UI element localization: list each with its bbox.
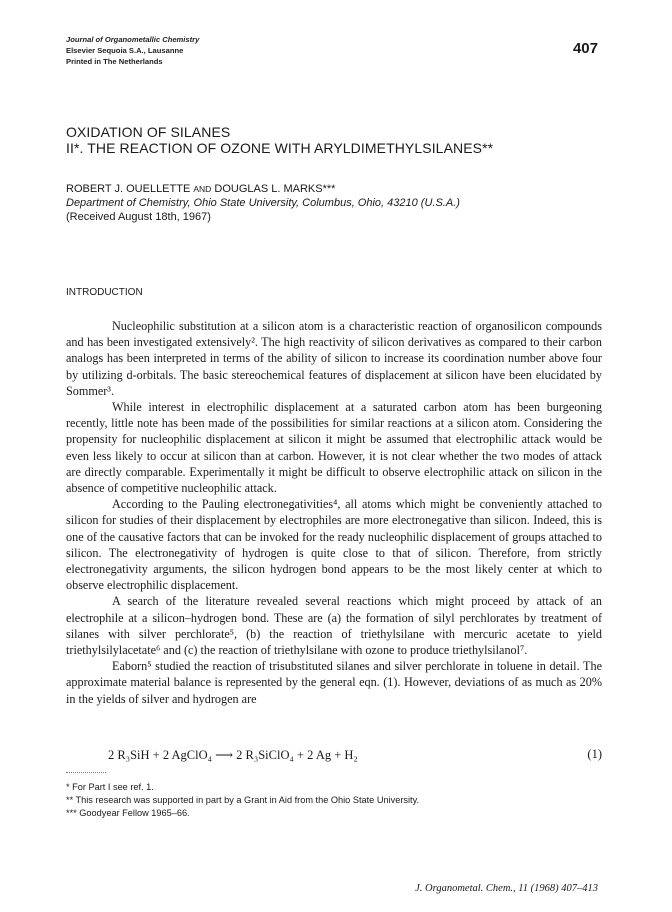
footnotes: [66, 781, 419, 820]
author-2: DOUGLAS L. MARKS***: [214, 183, 336, 195]
journal-header: [66, 34, 199, 67]
footnote-3: *** Goodyear Fellow 1965–66.: [66, 808, 190, 818]
footnote-divider: [66, 772, 106, 773]
equation-text: 2 R₃SiH + 2 AgClO₄ ⟶ 2 R₃SiClO₄ + 2 Ag + H₂: [108, 748, 358, 762]
title-line-2: II*. THE REACTION OF OZONE WITH ARYLDIMETHYLSILANES**: [66, 140, 494, 156]
author-1: ROBERT J. OUELLETTE: [66, 183, 191, 195]
paragraph-1: Nucleophilic substitution at a silicon atom is a characteristic reaction of organosilicon compounds and has been investigated extensively². The high reactivity of silicon derivatives as compared to their carbon analogs has been interpreted in terms of the ability of silicon to increase its coordination number above four by utilizing d-orbitals. The basic stereochemical features of displacement at silicon have been elucidated by Sommer³.: [66, 319, 602, 398]
received-date: (Received August 18th, 1967): [66, 211, 211, 223]
paragraph-5: Eaborn⁵ studied the reaction of trisubstituted silanes and silver perchlorate in toluene in detail. The approximate material balance is represented by the general eqn. (1). However, deviations of as much as 20% in the yields of silver and hydrogen are: [66, 659, 602, 706]
affiliation: Department of Chemistry, Ohio State University, Columbus, Ohio, 43210 (U.S.A.): [66, 197, 460, 209]
body-text: [66, 318, 602, 707]
printed-in: Printed in The Netherlands: [66, 57, 163, 66]
section-heading: INTRODUCTION: [66, 287, 143, 298]
paragraph-2: While interest in electrophilic displacement at a saturated carbon atom has been burgeoning recently, little note has been made of the possibilities for similar reactions at a silicon atom. Considering the propensity for nucleophilic displacement at silicon it might be assumed that electrophilic attack would be even less likely to occur at silicon than at carbon. However, it is not clear whether the two modes of attack are directly comparable. Experimentally it might be difficult to observe electrophilic attack on silicon in the absence of competitive nucleophilic attack.: [66, 400, 602, 496]
footnote-2: ** This research was supported in part by a Grant in Aid from the Ohio State University.: [66, 795, 420, 805]
title-line-1: OXIDATION OF SILANES: [66, 124, 231, 140]
page-number: 407: [572, 40, 598, 57]
equation-number: (1): [587, 747, 602, 761]
journal-name: Journal of Organometallic Chemistry: [66, 35, 200, 44]
author-conjunction: AND: [193, 184, 212, 194]
article-title: [66, 124, 493, 156]
journal-citation: J. Organometal. Chem., 11 (1968) 407–413: [415, 883, 598, 894]
publisher: Elsevier Sequoia S.A., Lausanne: [66, 46, 184, 55]
paragraph-3: According to the Pauling electronegativities⁴, all atoms which might be conveniently attached to silicon for studies of their displacement by electrophiles are more electronegative than silicon. Indeed, this is one of the causative factors that can be invoked for the ready nucleophilic displacement of groups attached to silicon. The electronegativity of hydrogen is quite close to that of silicon. Therefore, from strictly electronegativity arguments, the silicon hydrogen bond appears to be the most likely center at which to observe electrophilic displacement.: [66, 497, 602, 593]
equation-1: [108, 747, 602, 763]
footnote-1: * For Part I see ref. 1.: [66, 782, 154, 792]
author-names: [66, 182, 460, 196]
paragraph-4: A search of the literature revealed several reactions which might proceed by attack of an electrophile at a silicon–hydrogen bond. These are (a) the formation of silyl perchlorates by treatment of silanes with silver perchlorate⁵, (b) the reaction of triethylsilane with mercuric acetate to yield triethylsilylacetate⁶ and (c) the reaction of triethylsilane with ozone to produce triethylsilanol⁷.: [66, 594, 602, 658]
author-block: [66, 182, 460, 224]
